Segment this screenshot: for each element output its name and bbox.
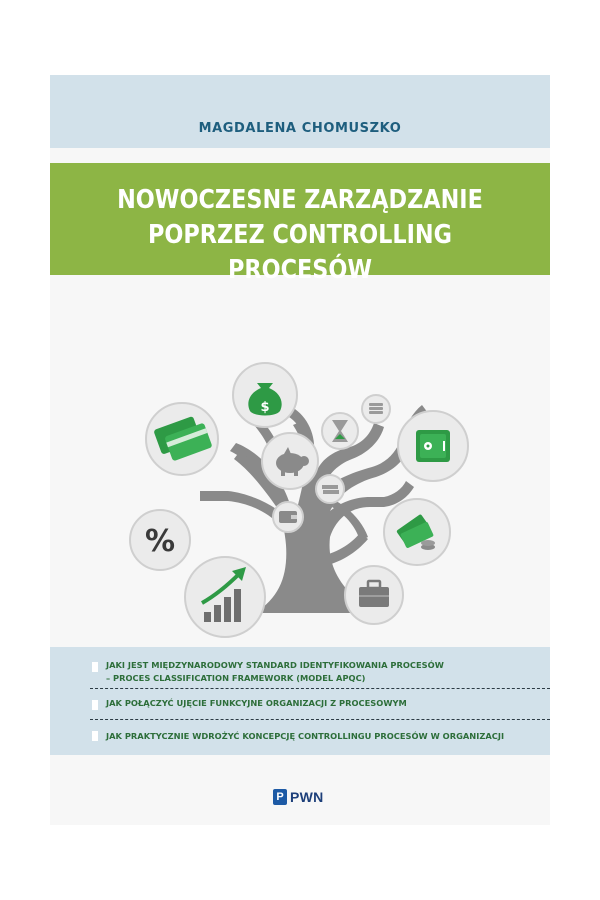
bullet-marker bbox=[92, 662, 98, 672]
growth-chart-circle bbox=[185, 557, 265, 637]
bullet-line: – PROCES CLASSIFICATION FRAMEWORK (MODEL APQC) bbox=[106, 673, 366, 683]
money-tree-illustration bbox=[50, 275, 550, 645]
safe-icon bbox=[416, 430, 450, 462]
hourglass-circle bbox=[322, 413, 358, 449]
author-band bbox=[50, 75, 550, 148]
coins-circle bbox=[362, 395, 390, 423]
wallet-circle bbox=[273, 502, 303, 532]
book-cover bbox=[50, 75, 550, 825]
briefcase-circle bbox=[345, 566, 403, 624]
money-banknotes-circle bbox=[384, 499, 450, 565]
dashed-divider bbox=[90, 719, 550, 720]
publisher-name: PWN bbox=[290, 789, 324, 805]
title-line-2: POPRZEZ CONTROLLING PROCESÓW bbox=[148, 220, 452, 285]
percent-icon: % bbox=[144, 524, 176, 559]
bullet-marker bbox=[92, 700, 98, 710]
credit-card-circle bbox=[146, 403, 218, 475]
author-name: MAGDALENA CHOMUSZKO bbox=[198, 121, 402, 136]
coins-icon bbox=[369, 403, 383, 414]
safe-circle bbox=[398, 411, 468, 481]
bullet-list bbox=[50, 647, 550, 755]
title-line-1: NOWOCZESNE ZARZĄDZANIE bbox=[117, 185, 483, 215]
bullet-text: JAK POŁĄCZYĆ UJĘCIE FUNKCYJNE ORGANIZACJI Z PROCESOWYM bbox=[106, 698, 407, 708]
bullet-text bbox=[106, 659, 444, 685]
pwn-logo-icon: P bbox=[273, 789, 287, 805]
bullet-marker bbox=[92, 731, 98, 741]
bullet-line: JAKI JEST MIĘDZYNARODOWY STANDARD IDENTYFIKOWANIA PROCESÓW bbox=[106, 660, 444, 670]
bullet-text: JAK PRAKTYCZNIE WDROŻYĆ KONCEPCJĘ CONTROLLINGU PROCESÓW W ORGANIZACJI bbox=[106, 731, 505, 741]
book-title bbox=[85, 183, 515, 288]
piggy-bank-circle bbox=[262, 433, 318, 489]
money-bag-circle bbox=[233, 363, 297, 427]
publisher-logo bbox=[273, 787, 324, 807]
money-bag-symbol: $ bbox=[260, 400, 270, 415]
cash-stack-circle bbox=[316, 475, 344, 503]
percent-circle bbox=[130, 510, 190, 570]
dashed-divider bbox=[90, 688, 550, 689]
